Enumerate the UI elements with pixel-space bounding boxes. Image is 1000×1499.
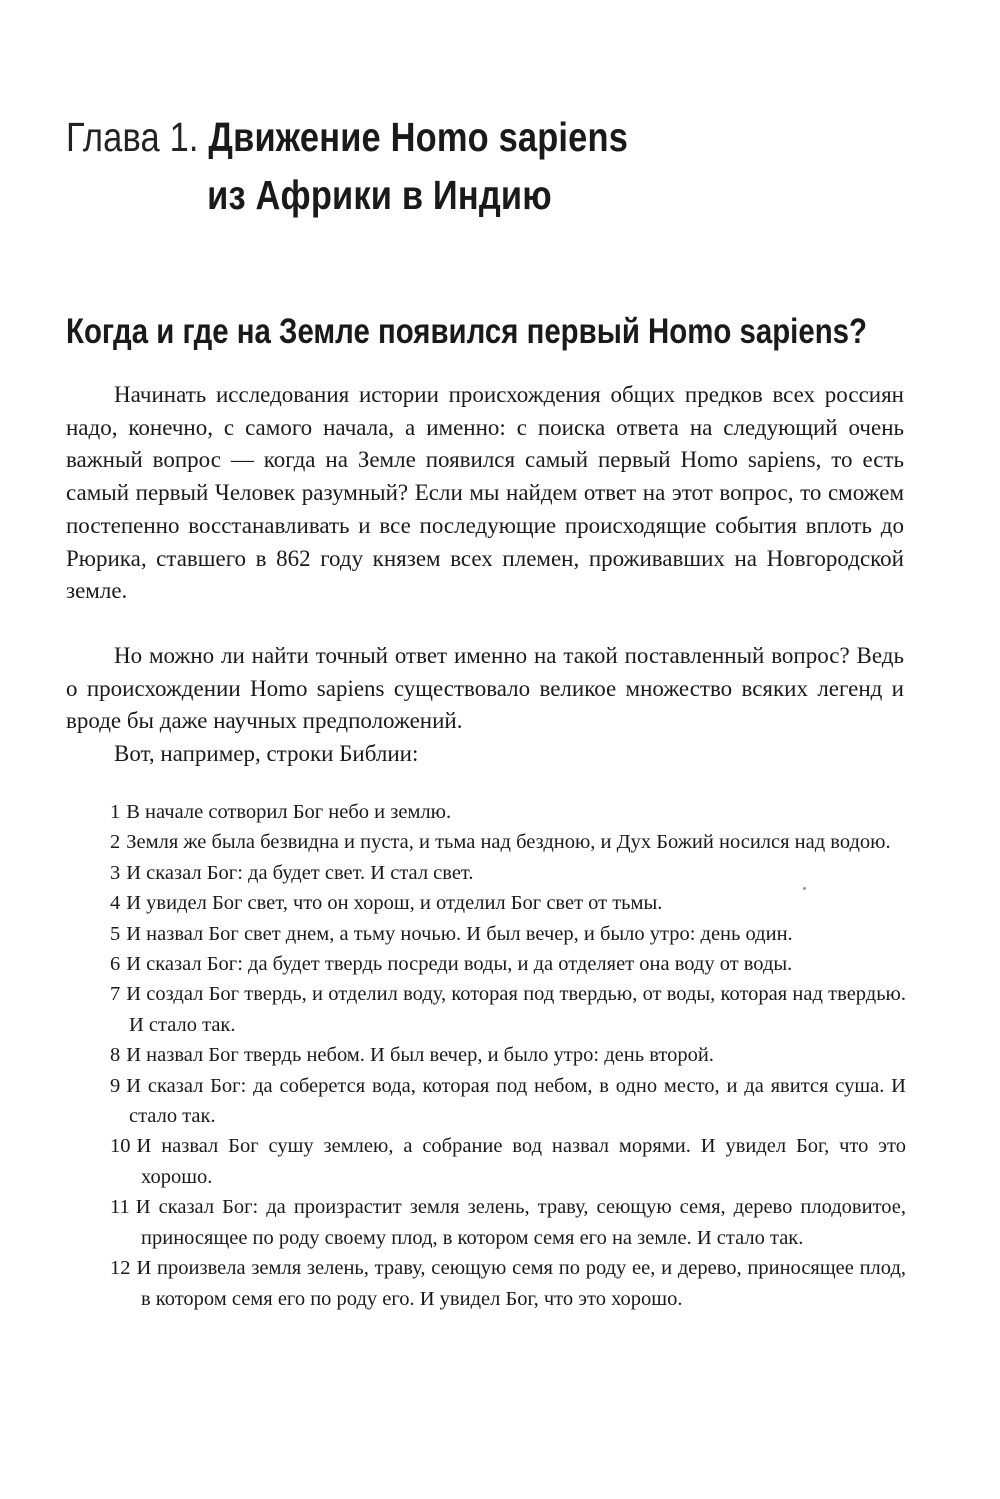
verse-item bbox=[110, 979, 906, 1040]
verse-item bbox=[110, 919, 906, 949]
chapter-label: Глава 1. bbox=[66, 114, 199, 160]
verse-text: И создал Бог твердь, и отделил воду, которая под твердью, от воды, которая над твердью. И стало так. bbox=[126, 983, 906, 1036]
verse-number: 6 bbox=[110, 953, 121, 976]
verse-text: Земля же была безвидна и пуста, и тьма над бездною, и Дух Божий носился над водою. bbox=[126, 831, 891, 854]
verse-number: 1 bbox=[110, 801, 121, 823]
verse-number: 2 bbox=[110, 831, 121, 854]
verse-text: В начале сотворил Бог небо и землю. bbox=[126, 801, 452, 823]
chapter-title-line-2: из Африки в Индию bbox=[207, 172, 552, 218]
verse-item bbox=[110, 797, 906, 827]
verse-number: 5 bbox=[110, 922, 121, 945]
section-heading: Когда и где на Земле появился первый Homo sapiens? bbox=[66, 312, 867, 351]
verse-text: И назвал Бог сушу землею, а собрание вод назвал морями. И увидел Бог, что это хорошо. bbox=[136, 1135, 906, 1188]
verse-number: 4 bbox=[110, 892, 121, 915]
verse-text: И сказал Бог: да будет свет. И стал свет. bbox=[126, 861, 474, 884]
verse-number: 7 bbox=[110, 983, 121, 1006]
verse-number: 3 bbox=[110, 861, 121, 884]
verse-text: И назвал Бог свет днем, а тьму ночью. И был вечер, и было утро: день один. bbox=[126, 922, 793, 945]
verse-item bbox=[110, 1131, 906, 1192]
verse-number: 11 bbox=[110, 1196, 130, 1219]
verse-number: 8 bbox=[110, 1044, 121, 1067]
verse-item bbox=[110, 858, 906, 888]
chapter-title bbox=[66, 108, 628, 224]
verse-item bbox=[110, 949, 906, 979]
verse-item bbox=[110, 1071, 906, 1132]
verse-number: 9 bbox=[110, 1074, 121, 1097]
verse-text: И произвела земля зелень, траву, сеющую семя по роду ее, и дерево, приносящее плод, в котором семя его по роду его. И увидел Бог, что это хорошо. bbox=[136, 1257, 906, 1310]
body-paragraph-2 bbox=[66, 640, 904, 738]
verse-item bbox=[110, 1040, 906, 1070]
body-paragraph-1 bbox=[66, 379, 904, 608]
body-paragraph-3 bbox=[66, 738, 904, 771]
verse-text: И сказал Бог: да произрастит земля зелень, траву, сеющую семя, дерево плодовитое, приносящее по роду своему плод, в котором семя его на земле. И стало так. bbox=[135, 1196, 906, 1249]
verse-item bbox=[110, 827, 906, 857]
paragraph-text: Начинать исследования истории происхождения общих предков всех россиян надо, конечно, с самого начала, а именно: с поиска ответа на следующий очень важный вопрос — когда на Земле появился самый первый Homo sapiens, то есть самый первый Человек разумный? Если мы найдем ответ на этот вопрос, то сможем постепенно восстанавливать и все последующие происходящие события вплоть до Рюрика, ставшего в 862 году князем всех племен, проживавших на Новгородской земле. bbox=[66, 382, 904, 604]
paragraph-text: Вот, например, строки Библии: bbox=[114, 741, 419, 766]
verse-text: И увидел Бог свет, что он хорош, и отделил Бог свет от тьмы. bbox=[126, 892, 663, 915]
verse-number: 12 bbox=[110, 1257, 131, 1280]
paragraph-text: Но можно ли найти точный ответ именно на такой поставленный вопрос? Ведь о происхождении Homo sapiens существовало великое множество всяких легенд и вроде бы даже научных предположений. bbox=[66, 643, 904, 734]
verse-item bbox=[110, 1192, 906, 1253]
verse-item bbox=[110, 1253, 906, 1314]
scan-speck bbox=[803, 887, 806, 890]
verse-number: 10 bbox=[110, 1135, 131, 1158]
verse-item bbox=[110, 888, 906, 918]
verse-text: И сказал Бог: да соберется вода, которая под небом, в одно место, и да явится суша. И стало так. bbox=[126, 1074, 906, 1128]
verse-text: И сказал Бог: да будет твердь посреди воды, и да отделяет она воду от воды. bbox=[126, 953, 793, 976]
verse-text: И назвал Бог твердь небом. И был вечер, и было утро: день второй. bbox=[126, 1044, 714, 1067]
bible-verses-list bbox=[110, 797, 906, 1314]
chapter-title-line-1: Движение Homo sapiens bbox=[208, 114, 629, 160]
